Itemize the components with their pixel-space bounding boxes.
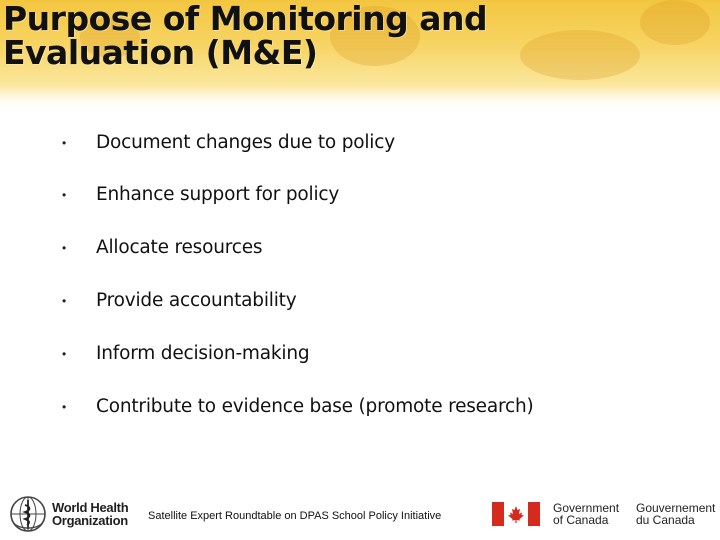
bullet-dot: • <box>62 188 67 202</box>
canada-flag-icon <box>492 502 540 526</box>
bullet-item <box>62 233 662 263</box>
bullet-dot: • <box>62 294 67 308</box>
bullet-text: Allocate resources <box>96 237 263 258</box>
gov-fr-line2: du Canada <box>636 513 695 527</box>
bullet-item <box>62 392 662 422</box>
who-emblem-icon <box>8 494 48 534</box>
slide-title-line1: Purpose of Monitoring and <box>3 0 488 38</box>
gov-canada-fr <box>636 502 715 526</box>
footer-caption: Satellite Expert Roundtable on DPAS School Policy Initiative <box>148 510 442 522</box>
gov-canada-en <box>553 502 619 526</box>
bullet-text: Provide accountability <box>96 290 297 311</box>
bullet-dot: • <box>62 136 67 150</box>
who-line1: World Health <box>52 500 129 515</box>
bullet-item <box>62 339 662 369</box>
bullet-item <box>62 180 662 210</box>
gov-en-line2: of Canada <box>553 513 609 527</box>
slide-title <box>3 2 487 70</box>
bullet-text: Enhance support for policy <box>96 184 340 205</box>
gov-fr-line1: Gouvernement <box>636 501 716 515</box>
bullet-dot: • <box>62 241 67 255</box>
bullet-item <box>62 286 662 316</box>
slide-footer <box>0 488 720 540</box>
bullet-dot: • <box>62 400 67 414</box>
bullet-text: Contribute to evidence base (promote research) <box>96 396 534 417</box>
slide-title-line2: Evaluation (M&E) <box>3 33 318 72</box>
bullet-item <box>62 128 662 158</box>
bullet-text: Inform decision-making <box>96 343 310 364</box>
paper-stain <box>640 0 710 45</box>
paper-stain <box>520 30 640 80</box>
title-banner <box>0 0 720 112</box>
who-wordmark <box>52 501 128 527</box>
who-line2: Organization <box>52 513 128 528</box>
gov-en-line1: Government <box>553 501 620 515</box>
bullet-dot: • <box>62 347 67 361</box>
bullet-text: Document changes due to policy <box>96 132 395 153</box>
